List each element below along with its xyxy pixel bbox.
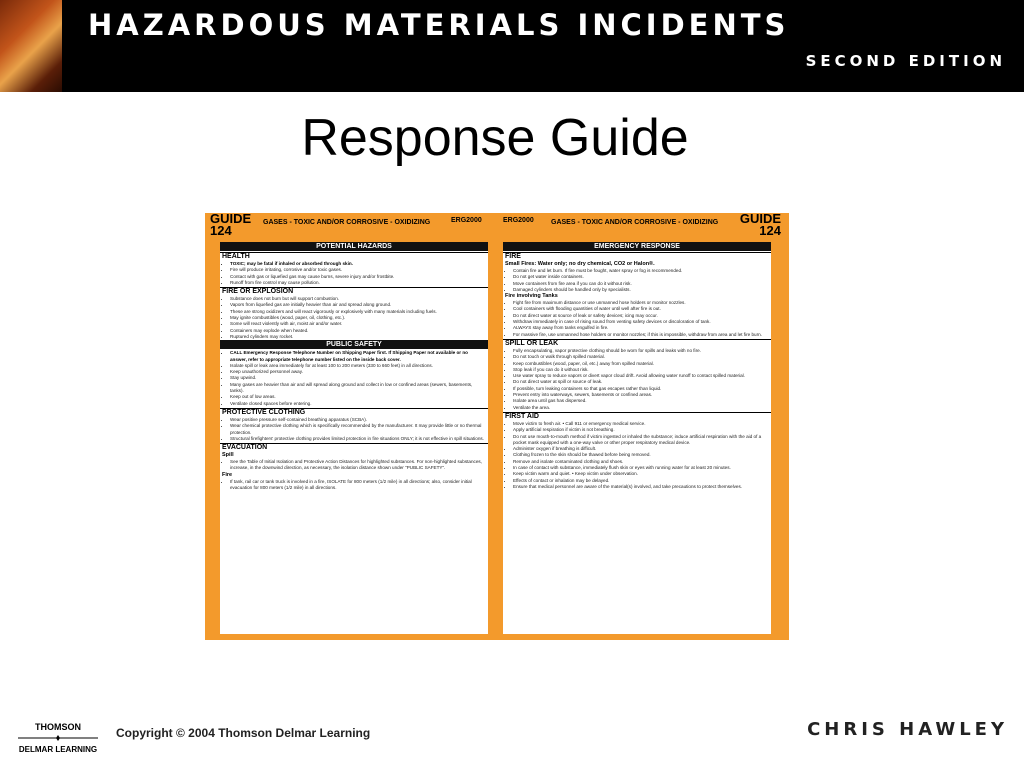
list-item: • Fire will produce irritating, corrosive and/or toxic gases. [230, 267, 485, 273]
list-item: • Effects of contact or inhalation may be delayed. [513, 478, 768, 484]
list-item: • TOXIC; may be fatal if inhaled or absorbed through skin. [230, 261, 485, 267]
list-item: • Stop leak if you can do it without risk. [513, 367, 768, 373]
health-list [220, 261, 488, 286]
list-item: • Do not get water inside containers. [513, 274, 768, 280]
list-item: • For massive fire, use unmanned hose holders or monitor nozzles; if this is impossible, withdraw from area and let fire burn. [513, 332, 768, 338]
guide-header-right [740, 213, 781, 243]
list-item: • Isolate area until gas has dispersed. [513, 398, 768, 404]
list-item: • Clothing frozen to the skin should be thawed before being removed. [513, 452, 768, 458]
health-heading: HEALTH [220, 252, 488, 261]
list-item: • Fight fire from maximum distance or use unmanned hose holders or monitor nozzles. [513, 300, 768, 306]
list-item: • ALWAYS stay away from tanks engulfed in fire. [513, 325, 768, 331]
guide-label: GUIDE [210, 213, 252, 226]
guide-header-left [210, 213, 251, 243]
copyright-text: Copyright © 2004 Thomson Delmar Learning [116, 726, 371, 740]
guide-number: 124 [210, 223, 232, 238]
list-item: • Ensure that medical personnel are aware of the material(s) involved, and take precautions to protect themselves. [513, 484, 768, 490]
list-item: • Some will react violently with air, moist air and/or water. [230, 321, 485, 327]
first-aid-list [503, 421, 771, 490]
list-item: • Remove and isolate contaminated clothing and shoes. [513, 459, 768, 465]
list-item: • Administer oxygen if breathing is difficult. [513, 446, 768, 452]
list-item: • Apply artificial respiration if victim is not breathing. [513, 427, 768, 433]
banner-photo [0, 0, 62, 92]
erg-label-right: ERG2000 [503, 217, 534, 224]
list-item: • Damaged cylinders should be handled only by specialists. [513, 287, 768, 293]
fire-list [503, 268, 771, 293]
first-aid-heading: FIRST AID [503, 412, 771, 421]
potential-hazards-panel [220, 242, 488, 634]
list-item: • Contact with gas or liquefied gas may cause burns, severe injury and/or frostbite. [230, 274, 485, 280]
logo-star-icon [18, 735, 98, 741]
fire-explosion-heading: FIRE OR EXPLOSION [220, 287, 488, 296]
list-item: • Ventilate closed spaces before entering. [230, 401, 485, 407]
list-item: • Cool containers with flooding quantities of water until well after fire is out. [513, 306, 768, 312]
emergency-response-bar: EMERGENCY RESPONSE [503, 242, 771, 251]
emergency-response-panel [503, 242, 771, 634]
guide-category-right: GASES - TOXIC AND/OR CORROSIVE - OXIDIZING [551, 219, 719, 226]
evacuation-fire-label: Fire [222, 471, 233, 478]
list-item: • Use water spray to reduce vapors or divert vapor cloud drift. Avoid allowing water runoff to contact spilled material. [513, 373, 768, 379]
list-item: • Wear positive pressure self-contained breathing apparatus (SCBA). [230, 417, 485, 423]
list-item: • Many gases are heavier than air and will spread along ground and collect in low or confined areas (sewers, basements, tanks). [230, 382, 485, 395]
evacuation-fire-list [220, 479, 488, 492]
title-banner [0, 0, 1024, 92]
list-item: • Substance does not burn but will support combustion. [230, 296, 485, 302]
public-safety-list [220, 350, 488, 407]
guide-category-left: GASES - TOXIC AND/OR CORROSIVE - OXIDIZING [263, 219, 431, 226]
list-item: • Fully encapsulating, vapor protective clothing should be worn for spills and leaks with no fire. [513, 348, 768, 354]
response-guide-card [205, 213, 789, 640]
edition-label: SECOND EDITION [805, 52, 1006, 70]
list-item: • Containers may explode when heated. [230, 328, 485, 334]
book-title: HAZARDOUS MATERIALS INCIDENTS [88, 8, 790, 42]
fire-tanks-label: Fire involving Tanks [505, 293, 558, 300]
list-item: • Structural firefighters' protective clothing provides limited protection in fire situations ONLY; it is not effective in spill situations. [230, 436, 485, 442]
slide-title: Response Guide [301, 109, 689, 167]
list-item: • In case of contact with substance, immediately flush skin or eyes with running water for at least 20 minutes. [513, 465, 768, 471]
spill-leak-list [503, 348, 771, 411]
publisher-logo [18, 722, 98, 755]
evacuation-heading: EVACUATION [220, 443, 488, 452]
list-item: • Do not use mouth-to-mouth method if victim ingested or inhaled the substance; induce artificial respiration with the aid of a pocket mask equipped with a one-way valve or other proper respiratory medical device. [513, 434, 768, 447]
list-item: • See the Table of Initial Isolation and Protective Action Distances for highlighted substances. For non-highlighted substances, increase, in the downwind direction, as necessary, the isolation distance shown under "PUBLIC SAFETY". [230, 459, 485, 472]
list-item: • Keep combustibles (wood, paper, oil, etc.) away from spilled material. [513, 361, 768, 367]
logo-top-text: THOMSON [35, 722, 81, 732]
list-item: • Do not direct water at source of leak or safety devices; icing may occur. [513, 313, 768, 319]
small-fires-label: Small Fires: Water only; no dry chemical, CO2 or Halon®. [505, 261, 655, 267]
list-item: • Stay upwind. [230, 375, 485, 381]
guide-number: 124 [759, 223, 781, 238]
list-item: • These are strong oxidizers and will react vigorously or explosively with many materials including fuels. [230, 309, 485, 315]
list-item: • Vapors from liquefied gas are initially heavier than air and spread along ground. [230, 302, 485, 308]
erg-label-left: ERG2000 [451, 217, 482, 224]
logo-bottom-text: DELMAR LEARNING [18, 745, 98, 754]
list-item: • Contain fire and let burn. If fire must be fought, water spray or fog is recommended. [513, 268, 768, 274]
list-item: • Do not direct water at spill or source of leak. [513, 379, 768, 385]
evacuation-spill-list [220, 459, 488, 472]
list-item: • If possible, turn leaking containers so that gas escapes rather than liquid. [513, 386, 768, 392]
list-item: • Keep unauthorized personnel away. [230, 369, 485, 375]
fire-explosion-list [220, 296, 488, 340]
list-item: • Runoff from fire control may cause pollution. [230, 280, 485, 286]
list-item: • Move victim to fresh air. • Call 911 or emergency medical service. [513, 421, 768, 427]
list-item: • Do not touch or walk through spilled material. [513, 354, 768, 360]
list-item: • Ruptured cylinders may rocket. [230, 334, 485, 340]
list-item: • Ventilate the area. [513, 405, 768, 411]
author-name: CHRIS HAWLEY [807, 719, 1008, 740]
fire-heading: FIRE [503, 252, 771, 261]
list-item: • May ignite combustibles (wood, paper, oil, clothing, etc.). [230, 315, 485, 321]
list-item: • Withdraw immediately in case of rising sound from venting safety devices or discoloration of tank. [513, 319, 768, 325]
list-item: • CALL Emergency Response Telephone Number on Shipping Paper first. If Shipping Paper not available or no answer, refer to appropriate telephone number listed on the inside back cover. [230, 350, 485, 363]
spill-leak-heading: SPILL OR LEAK [503, 339, 771, 348]
evacuation-spill-label: Spill [222, 452, 234, 459]
list-item: • Prevent entry into waterways, sewers, basements or confined areas. [513, 392, 768, 398]
list-item: • Wear chemical protective clothing which is specifically recommended by the manufacturer. It may provide little or no thermal protection. [230, 423, 485, 436]
guide-label: GUIDE [739, 213, 781, 226]
protective-clothing-list [220, 417, 488, 442]
list-item: • Keep out of low areas. [230, 394, 485, 400]
public-safety-bar: PUBLIC SAFETY [220, 340, 488, 349]
list-item: • Isolate spill or leak area immediately for at least 100 to 200 meters (330 to 660 feet) in all directions. [230, 363, 485, 369]
potential-hazards-bar: POTENTIAL HAZARDS [220, 242, 488, 251]
list-item: • If tank, rail car or tank truck is involved in a fire, ISOLATE for 800 meters (1/2 mile) in all directions; also, consider initial evacuation for 800 meters (1/2 mile) in all directions. [230, 479, 485, 492]
protective-clothing-heading: PROTECTIVE CLOTHING [220, 408, 488, 417]
list-item: • Move containers from fire area if you can do it without risk. [513, 281, 768, 287]
list-item: • Keep victim warm and quiet. • Keep victim under observation. [513, 471, 768, 477]
fire-tanks-list [503, 300, 771, 338]
